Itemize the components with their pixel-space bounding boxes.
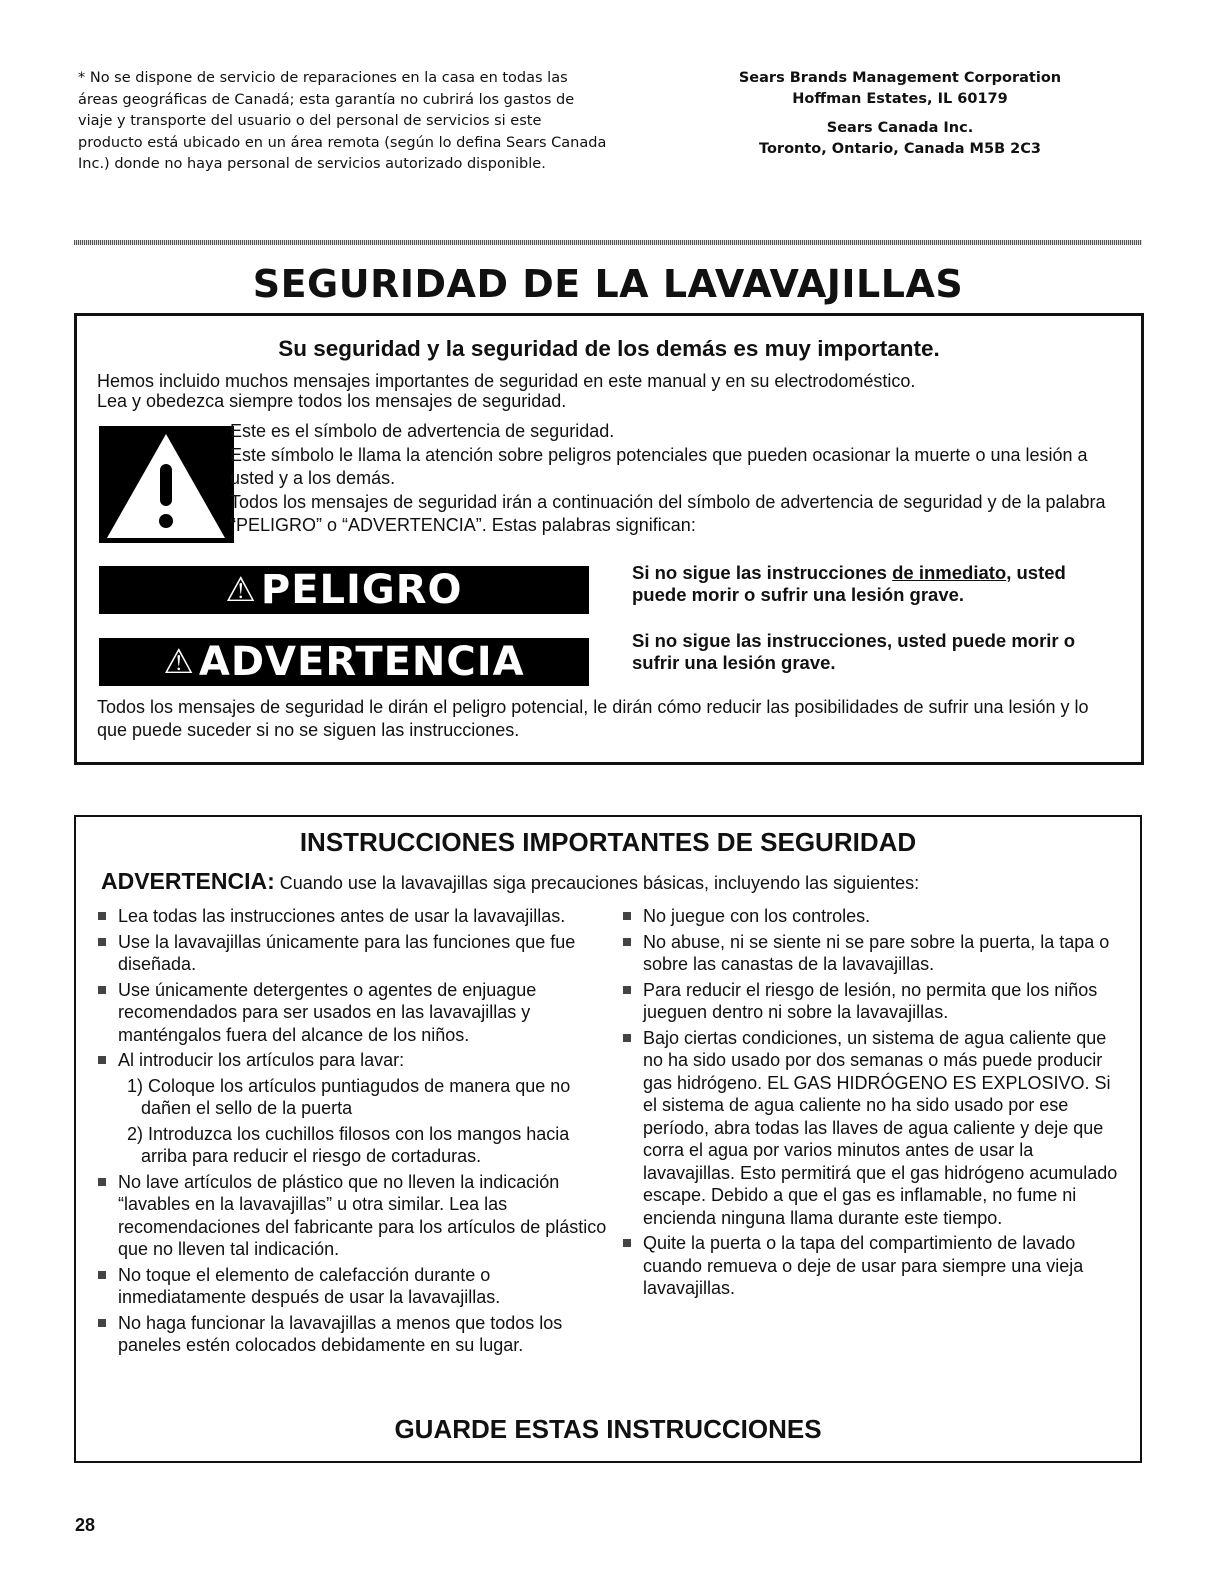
bullet-icon bbox=[98, 1178, 106, 1186]
list-item bbox=[621, 1232, 1121, 1300]
list-item bbox=[621, 979, 1121, 1024]
list-item bbox=[96, 905, 616, 928]
item-text: Bajo ciertas condiciones, un sistema de agua caliente que no ha sido usado por dos semanas o más puede producir gas hidrógeno. EL GAS HIDRÓGENO ES EXPLOSIVO. Si el sistema de agua caliente no ha sido usado por ese período, abra todas las llaves de agua caliente y deje que corra el agua por varios minutos antes de usar la lavavajillas. Esto permitirá que el gas hidrógeno acumulado escape. Debido a que el gas es inflamable, no fume ni encienda ninguna llama durante este tiempo. bbox=[643, 1027, 1118, 1228]
bullet-icon bbox=[98, 1056, 106, 1064]
alert-triangle-icon: ⚠ bbox=[163, 642, 195, 682]
item-text: No haga funcionar la lavavajillas a menos que todos los paneles estén colocados debidamente en su lugar. bbox=[118, 1312, 563, 1355]
bullet-icon bbox=[623, 1034, 631, 1042]
list-item bbox=[96, 1171, 616, 1261]
symbol-line: Este símbolo le llama la atención sobre peligros potenciales que pueden ocasionar la muerte o una lesión a usted y a los demás. bbox=[230, 444, 1088, 488]
address-line: Sears Brands Management Corporation bbox=[738, 70, 1062, 86]
bullet-icon bbox=[98, 1271, 106, 1279]
advertencia-description: Si no sigue las instrucciones, usted puede morir o sufrir una lesión grave. bbox=[632, 630, 1076, 673]
instructions-right-column bbox=[621, 905, 1121, 1303]
symbol-line: Este es el símbolo de advertencia de seguridad. bbox=[230, 421, 615, 441]
company-address bbox=[700, 68, 1100, 160]
save-instructions-footer: GUARDE ESTAS INSTRUCCIONES bbox=[394, 1414, 822, 1444]
symbol-line: Todos los mensajes de seguridad irán a continuación del símbolo de advertencia de seguridad y de la palabra “PELIGRO” o “ADVERTENCIA”. Estas palabras significan: bbox=[230, 491, 1106, 535]
section-divider bbox=[74, 240, 1142, 245]
list-item bbox=[621, 931, 1121, 976]
address-line: Hoffman Estates, IL 60179 bbox=[792, 91, 1008, 107]
desc-text: Si no sigue las instrucciones bbox=[632, 562, 893, 583]
safety-footer: Todos los mensajes de seguridad le dirán el peligro potencial, le dirán cómo reducir las posibilidades de sufrir una lesión y lo que puede suceder si no se siguen las instrucciones. bbox=[97, 697, 1089, 740]
item-text: Quite la puerta o la tapa del compartimiento de lavado cuando remueva o deje de usar para siempre una vieja lavavajillas. bbox=[643, 1233, 1084, 1298]
item-text: No toque el elemento de calefacción durante o inmediatamente después de usar la lavavajillas. bbox=[118, 1264, 501, 1307]
bullet-icon bbox=[98, 938, 106, 946]
item-text: Lea todas las instrucciones antes de usar la lavavajillas. bbox=[118, 906, 566, 926]
safety-intro bbox=[97, 371, 915, 411]
advertencia-label: ADVERTENCIA bbox=[198, 639, 525, 685]
bullet-icon bbox=[623, 1239, 631, 1247]
alert-triangle-icon: ⚠ bbox=[225, 570, 257, 610]
footnote-service: * No se dispone de servicio de reparaciones en la casa en todas las áreas geográficas de Canadá; esta garantía no cubrirá los gastos de viaje y transporte del usuario o del personal de servicios si este producto está ubicado en un área remota (según lo defina Sears Canada Inc.) donde no haya personal de servicios autorizado disponible. bbox=[78, 70, 607, 172]
list-item bbox=[96, 1264, 616, 1309]
list-item bbox=[96, 1312, 616, 1357]
bullet-icon bbox=[98, 912, 106, 920]
bullet-icon bbox=[623, 938, 631, 946]
desc-text: , usted puede morir o sufrir una lesión grave. bbox=[632, 562, 1066, 605]
page-title: SEGURIDAD DE LA LAVAVAJILLAS bbox=[252, 262, 964, 306]
intro-line: Lea y obedezca siempre todos los mensajes de seguridad. bbox=[97, 391, 567, 411]
peligro-description bbox=[632, 562, 1112, 606]
item-text: Use únicamente detergentes o agentes de enjuague recomendados para ser usados en las lavavajillas y manténgalos fuera del alcance de los niños. bbox=[118, 979, 537, 1045]
page-number: 28 bbox=[75, 1515, 96, 1535]
list-item bbox=[96, 1049, 616, 1072]
instructions-warning bbox=[101, 868, 919, 895]
safety-heading: Su seguridad y la seguridad de los demás es muy importante. bbox=[278, 336, 940, 361]
instructions-left-column bbox=[96, 905, 616, 1360]
address-line: Sears Canada Inc. bbox=[826, 120, 974, 136]
peligro-signal-word bbox=[99, 566, 589, 614]
item-text: Al introducir los artículos para lavar: bbox=[118, 1050, 405, 1070]
bullet-icon bbox=[98, 1319, 106, 1327]
bullet-icon bbox=[623, 986, 631, 994]
list-item bbox=[621, 905, 1121, 928]
warning-triangle-icon bbox=[99, 426, 234, 543]
safety-box bbox=[74, 313, 1144, 765]
item-text: No juegue con los controles. bbox=[643, 906, 871, 926]
intro-line: Hemos incluido muchos mensajes importantes de seguridad en este manual y en su electrodoméstico. bbox=[97, 371, 916, 391]
instructions-title: INSTRUCCIONES IMPORTANTES DE SEGURIDAD bbox=[299, 827, 917, 857]
warning-text: Cuando use la lavavajillas siga precauciones básicas, incluyendo las siguientes: bbox=[274, 873, 920, 893]
list-item bbox=[96, 979, 616, 1047]
warning-label: ADVERTENCIA: bbox=[101, 868, 275, 894]
sub-item: 1) Coloque los artículos puntiagudos de manera que no dañen el sello de la puerta bbox=[127, 1075, 571, 1118]
sub-item: 2) Introduzca los cuchillos filosos con los mangos hacia arriba para reducir el riesgo de cortaduras. bbox=[127, 1123, 570, 1166]
item-text: No lave artículos de plástico que no lleven la indicación “lavables en la lavavajillas” u otra similar. Lea las recomendaciones del fabricante para los artículos de plástico que no lleven tal indicación. bbox=[118, 1171, 607, 1259]
desc-underline: de inmediato bbox=[892, 562, 1007, 583]
item-text: No abuse, ni se siente ni se pare sobre la puerta, la tapa o sobre las canastas de la lavavajillas. bbox=[643, 931, 1110, 974]
item-text: Para reducir el riesgo de lesión, no permita que los niños jueguen dentro ni sobre la lavavajillas. bbox=[643, 979, 1098, 1022]
advertencia-signal-word bbox=[99, 638, 589, 686]
item-text: Use la lavavajillas únicamente para las funciones que fue diseñada. bbox=[118, 931, 576, 974]
bullet-icon bbox=[623, 912, 631, 920]
peligro-label: PELIGRO bbox=[260, 567, 463, 613]
instructions-box bbox=[74, 815, 1142, 1463]
address-line: Toronto, Ontario, Canada M5B 2C3 bbox=[759, 141, 1041, 157]
list-item bbox=[96, 931, 616, 976]
bullet-icon bbox=[98, 986, 106, 994]
symbol-explanation bbox=[230, 420, 1110, 538]
list-item bbox=[621, 1027, 1121, 1230]
